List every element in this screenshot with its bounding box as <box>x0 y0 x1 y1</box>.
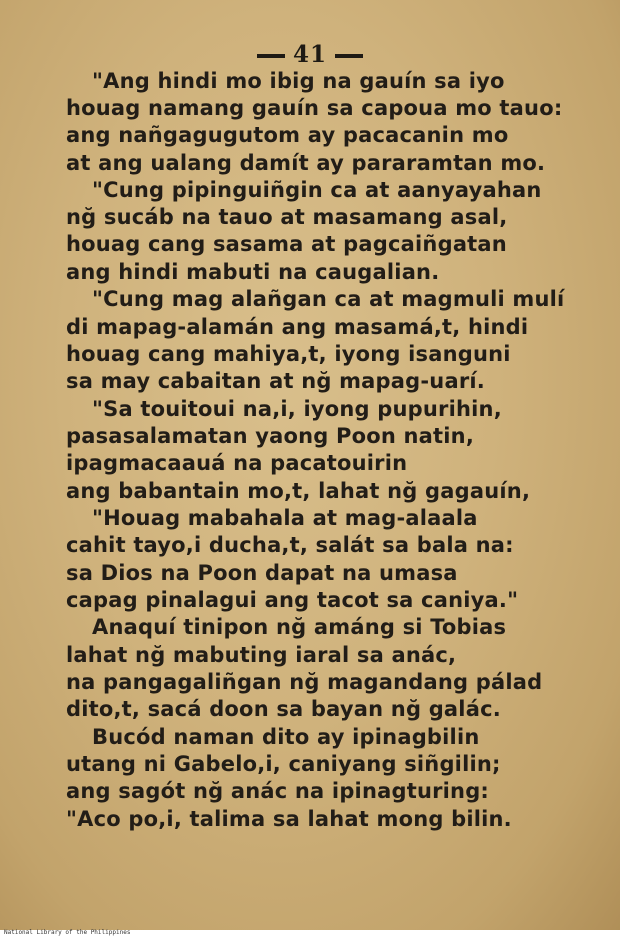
text-line-25: Bucód naman dito ay ipinagbilin <box>92 725 480 749</box>
text-line-11: houag cang mahiya,t, iyong isanguni <box>66 342 511 366</box>
text-line-2: houag namang gauín sa capoua mo tauo: <box>66 96 563 120</box>
text-line-22: lahat nğ mabuting iaral sa anác, <box>66 643 457 667</box>
text-line-3: ang nañgagugutom ay pacacanin mo <box>66 123 509 147</box>
text-line-8: ang hindi mabuti na caugalian. <box>66 260 440 284</box>
text-line-27: ang sagót nğ anác na ipinagturing: <box>66 779 490 803</box>
page-number-text: 41 <box>292 41 327 68</box>
text-line-18: cahit tayo,i ducha,t, salát sa bala na: <box>66 533 514 557</box>
text-line-21: Anaquí tinipon nğ amáng si Tobias <box>92 615 507 639</box>
text-line-13: "Sa touitoui na,i, iyong pupurihin, <box>92 397 502 421</box>
text-line-7: houag cang sasama at pagcaiñgatan <box>66 232 507 256</box>
text-line-17: "Houag mabahala at mag-alaala <box>92 506 478 530</box>
text-line-24: dito,t, sacá doon sa bayan nğ galác. <box>66 697 501 721</box>
text-line-28: "Aco po,i, talima sa lahat mong bilin. <box>66 807 512 831</box>
text-line-4: at ang ualang damít ay pararamtan mo. <box>66 151 546 175</box>
text-line-20: capag pinalagui ang tacot sa caniya." <box>66 588 519 612</box>
left-dash <box>257 54 285 58</box>
text-line-12: sa may cabaitan at nğ mapag-uarí. <box>66 369 485 393</box>
right-dash <box>335 54 363 58</box>
text-line-14: pasasalamatan yaong Poon natin, <box>66 424 475 448</box>
text-line-10: di mapag-alamán ang masamá,t, hindi <box>66 315 529 339</box>
text-line-15: ipagmacaauá na pacatouirin <box>66 451 408 475</box>
text-line-1: "Ang hindi mo ibig na gauín sa iyo <box>92 69 505 93</box>
text-line-26: utang ni Gabelo,i, caniyang siñgilin; <box>66 752 501 776</box>
library-credit: National Library of the Philippines <box>4 929 131 936</box>
text-line-16: ang babantain mo,t, lahat nğ gagauín, <box>66 479 531 503</box>
page-number <box>0 41 620 68</box>
text-line-6: nğ sucáb na tauo at masamang asal, <box>66 205 508 229</box>
text-line-9: "Cung mag alañgan ca at magmuli mulí <box>92 287 565 311</box>
text-line-5: "Cung pipinguiñgin ca at aanyayahan <box>92 178 542 202</box>
text-line-19: sa Dios na Poon dapat na umasa <box>66 561 458 585</box>
text-line-23: na pangagaliñgan nğ magandang pálad <box>66 670 543 694</box>
